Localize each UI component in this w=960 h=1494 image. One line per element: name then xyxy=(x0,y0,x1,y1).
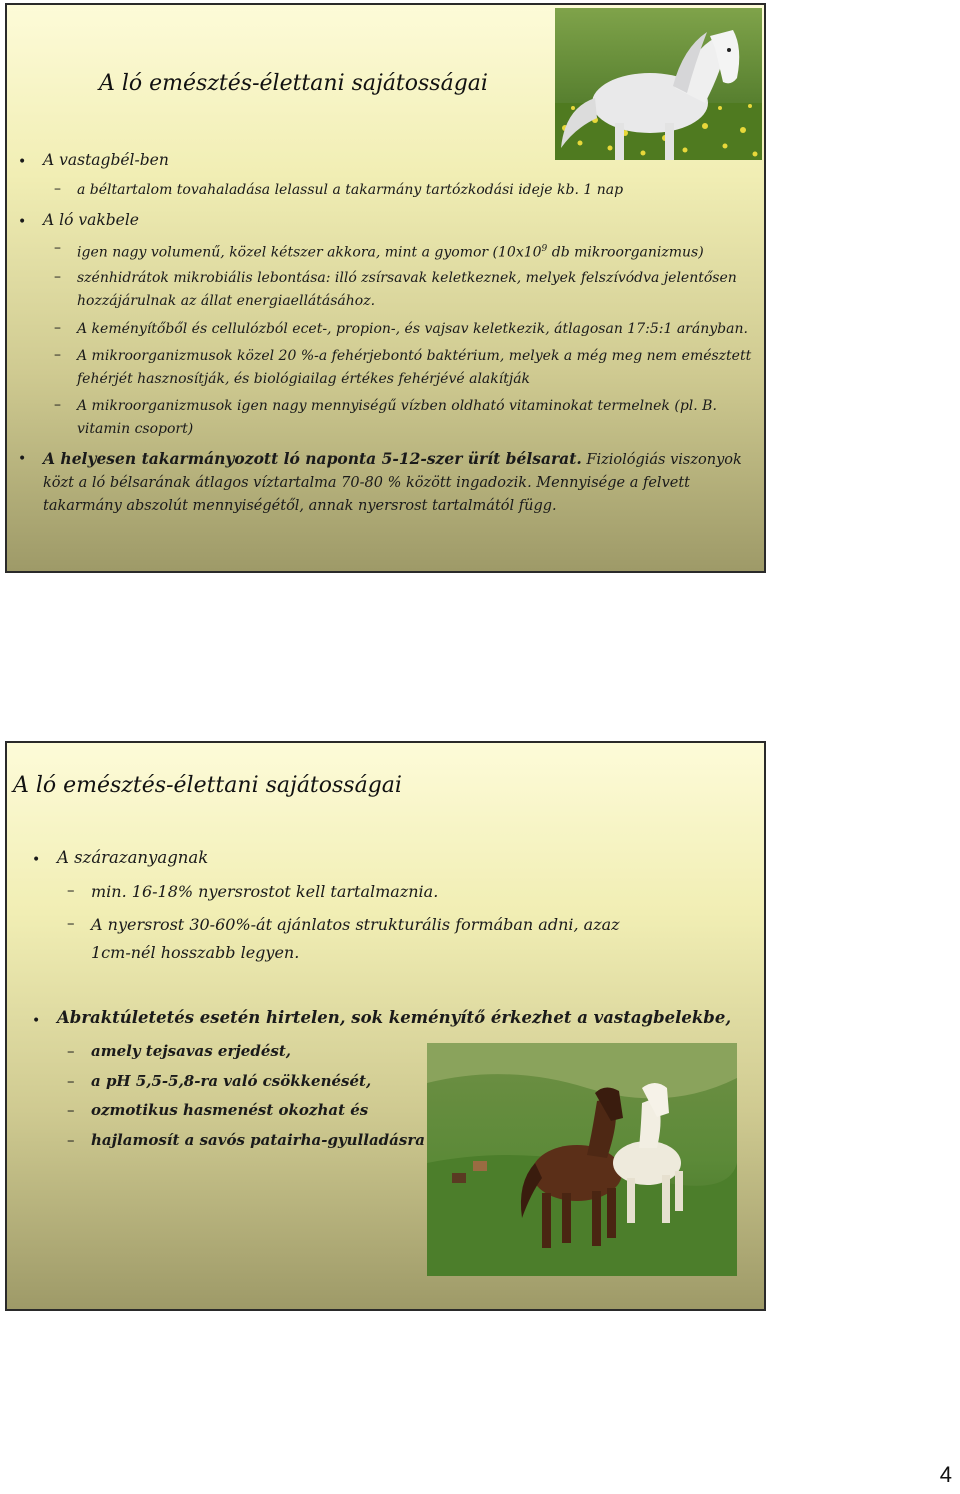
dash-icon: – xyxy=(67,1042,75,1060)
sub-list-item: A mikroorganizmusok közel 20 %-a fehérjebontó baktérium, melyek a még meg nem emésztett fehérjét hasznosítják, és biológiailag értékes fehérjévé alakítják xyxy=(77,348,752,387)
sub-list-item: min. 16-18% nyersrostot kell tartalmaznia. xyxy=(91,882,439,901)
dash-icon: – xyxy=(54,269,61,285)
dash-icon: – xyxy=(54,240,61,256)
dash-icon: – xyxy=(67,1101,75,1119)
list-item: A ló vakbele xyxy=(43,211,139,229)
slide-title: A ló emésztés-élettani sajátosságai xyxy=(99,71,488,96)
slide-1 xyxy=(5,3,766,573)
dash-icon: – xyxy=(67,1072,75,1090)
bullet-icon: • xyxy=(18,154,27,170)
page-number: 4 xyxy=(939,1462,952,1487)
list-item: A vastagbél-ben xyxy=(43,151,169,169)
dash-icon: – xyxy=(67,914,75,932)
sub-list-item: a pH 5,5-5,8-ra való csökkenését, xyxy=(91,1072,372,1090)
dash-icon: – xyxy=(67,1131,75,1149)
sub-list-item: a béltartalom tovahaladása lelassul a takarmány tartózkodási ideje kb. 1 nap xyxy=(77,182,624,198)
sub-list-item: A keményítőből és cellulózból ecet-, propion-, és vajsav keletkezik, átlagosan 17:5:1 arányban. xyxy=(77,321,748,337)
ponies-photo xyxy=(427,1043,737,1276)
slide-title: A ló emésztés-élettani sajátosságai xyxy=(13,773,402,798)
bullet-icon: • xyxy=(18,451,27,467)
dash-icon: – xyxy=(54,347,61,363)
dash-icon: – xyxy=(54,320,61,336)
sub-list-item: ozmotikus hasmenést okozhat és xyxy=(91,1101,369,1119)
bullet-icon: • xyxy=(32,852,41,868)
sub-list-item: hajlamosít a savós patairha-gyulladásra xyxy=(91,1131,425,1149)
sub-list-item: A nyersrost 30-60%-át ajánlatos strukturális formában adni, azaz 1cm-nél hosszabb legyen. xyxy=(91,915,620,962)
sub-list-item: amely tejsavas erjedést, xyxy=(91,1042,291,1060)
bullet-icon: • xyxy=(32,1013,41,1029)
list-item: Abraktúletetés esetén hirtelen, sok keményítő érkezhet a vastagbelekbe, xyxy=(57,1008,732,1027)
bullet-icon: • xyxy=(18,214,27,230)
slide-2 xyxy=(5,741,766,1311)
list-item: A szárazanyagnak xyxy=(57,848,209,867)
sub-list-item: A mikroorganizmusok igen nagy mennyiségű vízben oldható vitaminokat termelnek (pl. B. vitamin csoport) xyxy=(77,398,717,437)
dash-icon: – xyxy=(67,881,75,899)
sub-list-item: szénhidrátok mikrobiális lebontása: illó zsírsavak keletkeznek, melyek felszívódva jelentősen hozzájárulnak az állat energiaellátásához. xyxy=(77,270,737,309)
sub-list-item: igen nagy volumenű, közel kétszer akkora, mint a gyomor ($10x10^9$ db mikroorganizmus) xyxy=(77,244,704,261)
dash-icon: – xyxy=(54,181,61,197)
white-horse-photo xyxy=(555,8,762,160)
list-item: A helyesen takarmányozott ló naponta 5-12-szer ürít bélsarat. Fiziológiás viszonyok közt a ló bélsarának átlagos víztartalma 70-80 % között ingadozik. Mennyisége a felvett takarmány abszolút mennyiségétől, annak nyersrost tartalmától függ. xyxy=(43,449,742,514)
dash-icon: – xyxy=(54,397,61,413)
